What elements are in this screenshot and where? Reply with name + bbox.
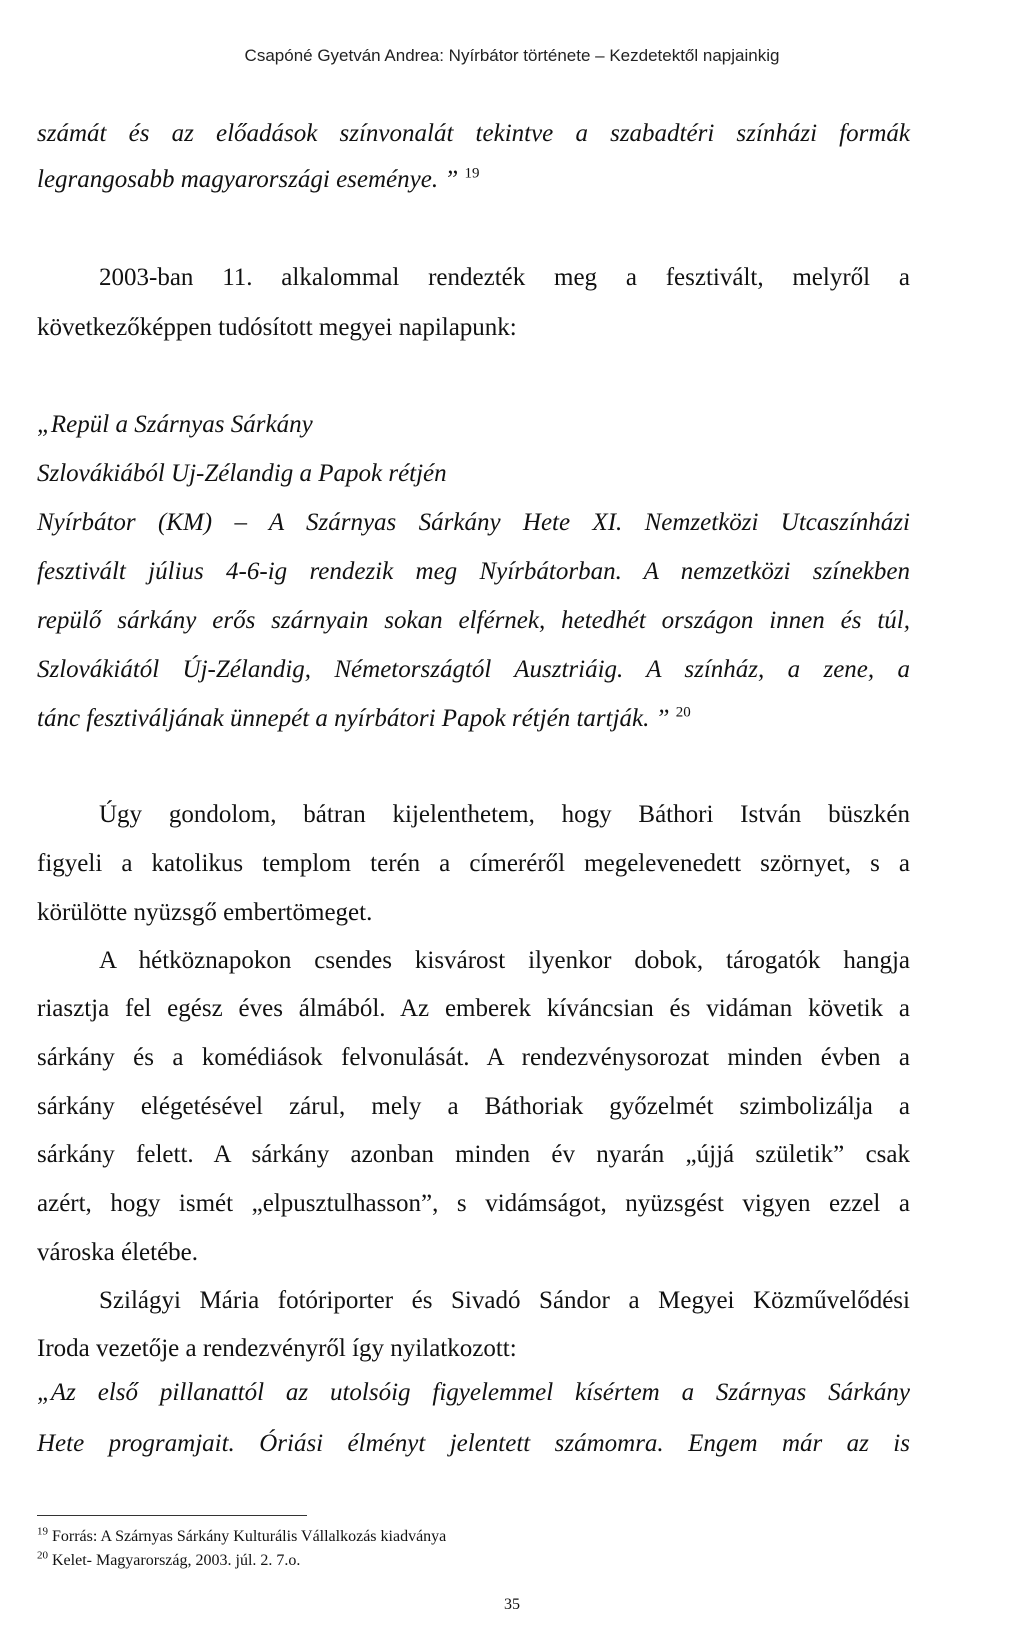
- text-line: sárkány és a komédiások felvonulását. A rendezvénysorozat minden évben a: [37, 1044, 910, 1071]
- text-line: sárkány elégetésével zárul, mely a Báthoriak győzelmét szimbolizálja a: [37, 1093, 910, 1120]
- text-line: következőképpen tudósított megyei napilapunk:: [37, 314, 517, 341]
- text-line: 2003-ban 11. alkalommal rendezték meg a fesztivált, melyről a: [99, 264, 910, 291]
- text-line: sárkány felett. A sárkány azonban minden év nyarán „újjá születik” csak: [37, 1141, 910, 1168]
- text-line: városka életébe.: [37, 1239, 199, 1266]
- quote-headline: „Repül a Szárnyas Sárkány: [37, 411, 313, 438]
- text-line: „Az első pillanattól az utolsóig figyelemmel kísértem a Szárnyas Sárkány: [37, 1379, 910, 1406]
- text-line: Úgy gondolom, bátran kijelenthetem, hogy Báthori István büszkén: [99, 801, 910, 828]
- text-line: legrangosabb magyarországi eseménye. ” $^{19}$: [37, 165, 480, 193]
- text-line: számát és az előadások színvonalát tekintve a szabadtéri színházi formák: [37, 120, 910, 147]
- text-line: azért, hogy ismét „elpusztulhasson”, s vidámságot, nyüzsgést vigyen ezzel a: [37, 1190, 910, 1217]
- text-line: repülő sárkány erős szárnyain sokan elférnek, hetedhét országon innen és túl,: [37, 607, 910, 634]
- text-line: figyeli a katolikus templom terén a címeréről megelevenedett szörnyet, s a: [37, 850, 910, 877]
- text-line: fesztivált július 4-6-ig rendezik meg Nyírbátorban. A nemzetközi színekben: [37, 558, 910, 585]
- text-line: riasztja fel egész éves álmából. Az emberek kíváncsian és vidáman követik a: [37, 995, 910, 1022]
- text-line: A hétköznapokon csendes kisvárost ilyenkor dobok, tárogatók hangja: [99, 947, 910, 974]
- footnote-divider: [37, 1515, 307, 1516]
- text-line: Iroda vezetője a rendezvényről így nyilatkozott:: [37, 1335, 517, 1362]
- text-line: Hete programjait. Óriási élményt jelentett számomra. Engem már az is: [37, 1430, 910, 1457]
- text-line: Szlovákiától Új-Zélandig, Németországtól Ausztriáig. A színház, a zene, a: [37, 656, 910, 683]
- text-line: Szilágyi Mária fotóriporter és Sivadó Sándor a Megyei Közművelődési: [99, 1287, 910, 1314]
- text-line: körülötte nyüzsgő embertömeget.: [37, 899, 373, 926]
- footnote-ref: 20: [675, 704, 691, 721]
- text-line: tánc fesztiváljának ünnepét a nyírbátori Papok rétjén tartják. ” $^{20}$: [37, 704, 691, 732]
- quote-subheadline: Szlovákiából Uj-Zélandig a Papok rétjén: [37, 460, 447, 487]
- footnote-ref: 19: [464, 165, 480, 182]
- running-head: Csapóné Gyetván Andrea: Nyírbátor története – Kezdetektől napjainkig: [244, 46, 780, 65]
- page-number: 35: [504, 1596, 520, 1613]
- footnote: $^{19}$ Forrás: A Szárnyas Sárkány Kulturális Vállalkozás kiadványa: [37, 1525, 447, 1545]
- text-line: Nyírbátor (KM) – A Szárnyas Sárkány Hete XI. Nemzetközi Utcaszínházi: [37, 509, 910, 536]
- footnote: $^{20}$ Kelet- Magyarország, 2003. júl. 2. 7.o.: [37, 1549, 301, 1569]
